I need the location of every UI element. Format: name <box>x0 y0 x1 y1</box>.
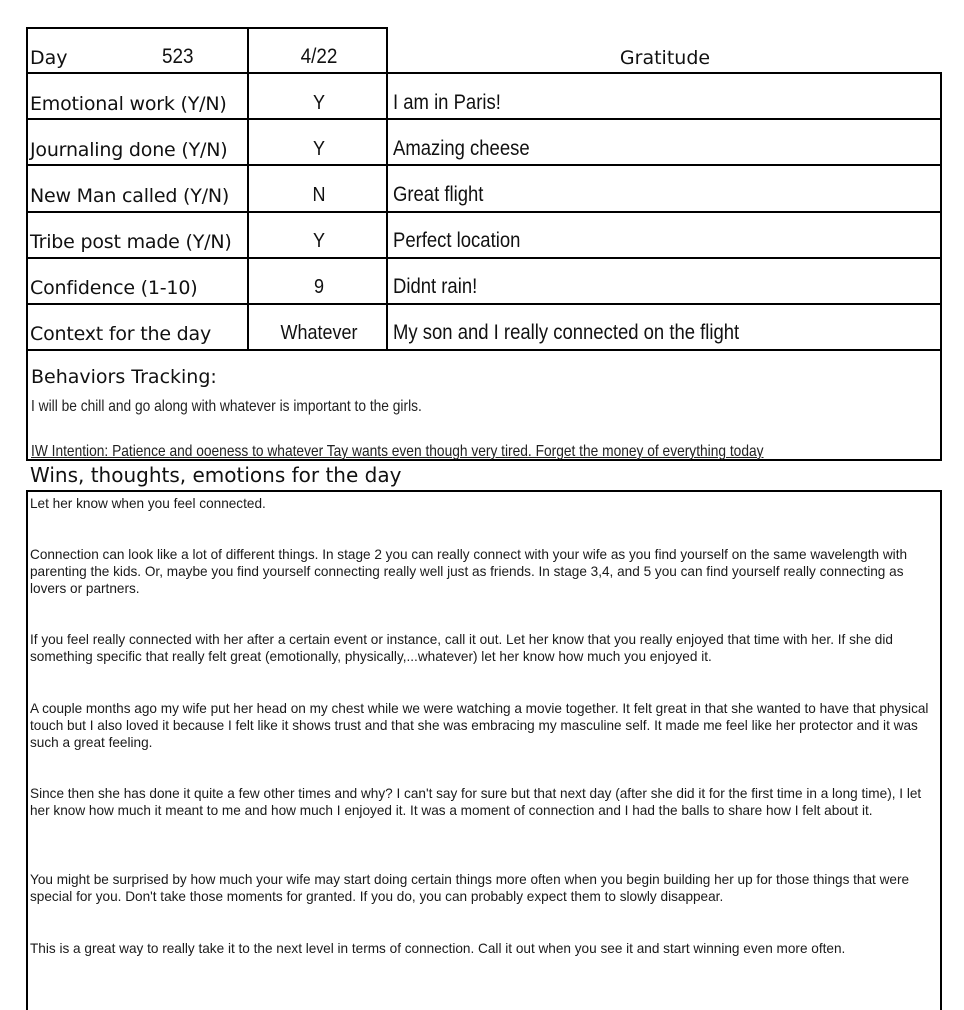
row-value: N <box>312 184 326 206</box>
wins-paragraph: You might be surprised by how much your wife may start doing certain things more often when you begin building her up for those things that were special for you. Don't take those moments for granted. If you do, you can probably expect them to slowly disappear. <box>30 872 910 905</box>
wins-paragraph: If you feel really connected with her after a certain event or instance, call it out. Let her know that you really enjoyed that time with her. If she did something specific that really felt great (emotionally, physically,...whatever) let her know how much you enjoyed it. <box>30 632 893 665</box>
table-column-divider <box>386 27 388 351</box>
wins-paragraph: This is a great way to really take it to the next level in terms of connection. Call it out when you see it and start winning even more often. <box>30 941 846 956</box>
table-row-divider <box>26 211 942 213</box>
wins-paragraph: Let her know when you feel connected. <box>30 496 266 511</box>
wins-paragraph: Connection can look like a lot of different things. In stage 2 you can really connect with your wife as you find yourself on the same wavelength with parenting the kids. Or, maybe you find yourself connecting really well just as friends. In stage 3,4, and 5 you can find yourself really connecting as lovers or partners. <box>30 547 908 597</box>
table-row-divider <box>26 164 942 166</box>
table-row-divider <box>26 349 942 351</box>
behavior-intention: I will be chill and go along with whatever is important to the girls. <box>31 398 422 415</box>
row-label: Journaling done (Y/N) <box>30 139 228 161</box>
gratitude-item: I am in Paris! <box>393 91 501 114</box>
row-label: Confidence (1-10) <box>30 277 198 299</box>
row-label: Emotional work (Y/N) <box>30 93 227 115</box>
table-column-divider <box>247 27 249 351</box>
table-border-left <box>26 27 28 461</box>
behaviors-title: Behaviors Tracking: <box>31 366 217 388</box>
wins-paragraph: Since then she has done it quite a few other times and why? I can't say for sure but that next day (after she did it for the first time in a long time), I let her know how much it meant to me and how much I enjoyed it. It was a moment of connection and I had the balls to share how I felt about it. <box>30 786 922 819</box>
table-row-divider <box>26 257 942 259</box>
iw-intention: IW Intention: Patience and ooeness to whatever Tay wants even though very tired. Forget the money of everything today <box>31 443 764 460</box>
table-border-top <box>26 27 388 29</box>
row-value: Y <box>312 138 326 160</box>
gratitude-heading: Gratitude <box>619 47 711 69</box>
gratitude-item: My son and I really connected on the flight <box>393 321 740 344</box>
table-row-divider <box>26 118 942 120</box>
row-label: Tribe post made (Y/N) <box>30 231 232 253</box>
table-row-divider <box>26 72 942 74</box>
row-value: Y <box>312 92 326 114</box>
wins-title: Wins, thoughts, emotions for the day <box>30 463 402 487</box>
day-number: 523 <box>162 45 194 68</box>
row-label: New Man called (Y/N) <box>30 185 230 207</box>
gratitude-item: Perfect location <box>393 229 521 252</box>
wins-paragraph: A couple months ago my wife put her head on my chest while we were watching a movie together. It felt great in that she wanted to have that physical touch but I also loved it because I felt like it shows trust and that she was embracing my masculine self. It made me feel like her protector and it was such a great feeling. <box>30 701 929 751</box>
table-row-divider <box>26 303 942 305</box>
gratitude-item: Great flight <box>393 183 484 206</box>
day-label: Day <box>30 47 68 69</box>
table-border-right <box>940 72 942 461</box>
entry-date: 4/22 <box>300 45 338 68</box>
row-value: Whatever <box>280 322 358 344</box>
gratitude-item: Didnt rain! <box>393 275 478 298</box>
row-value: 9 <box>313 276 325 298</box>
gratitude-item: Amazing cheese <box>393 137 530 160</box>
row-value: Y <box>312 230 326 252</box>
row-label: Context for the day <box>30 323 212 345</box>
